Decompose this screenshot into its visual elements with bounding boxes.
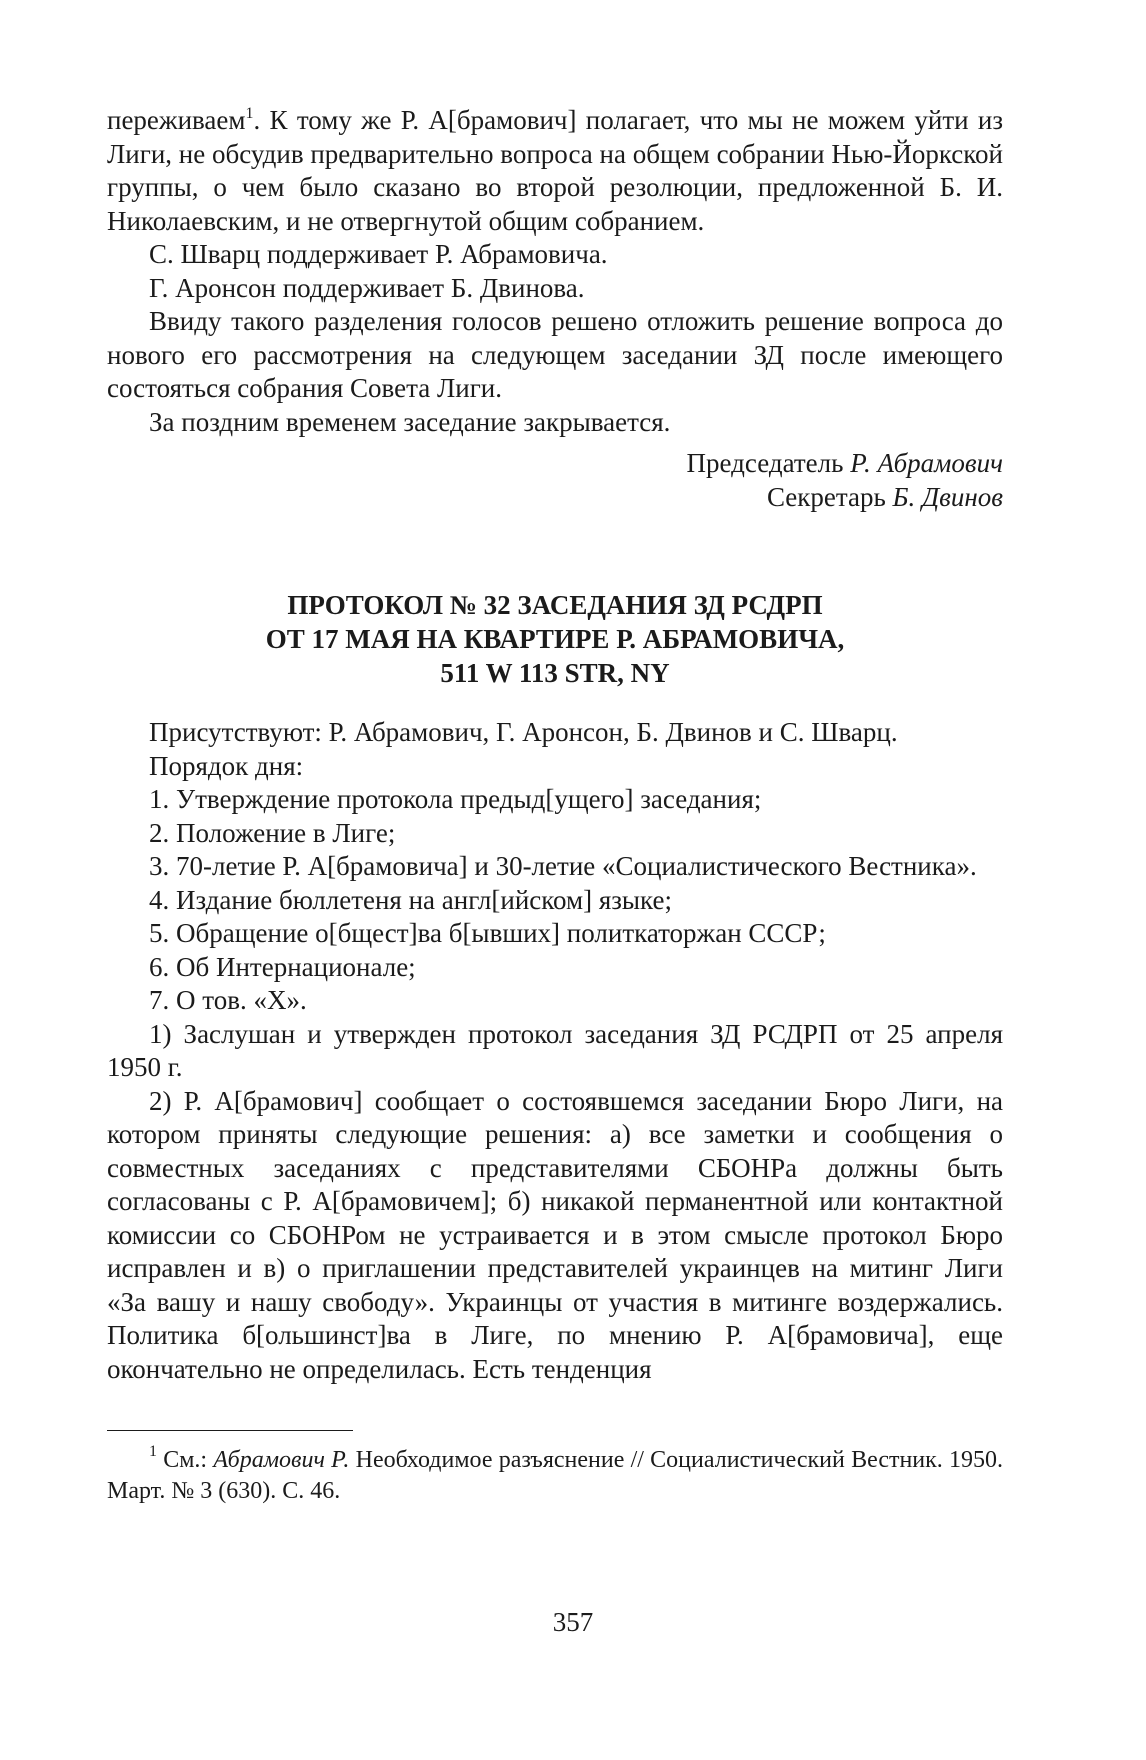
decision-item-2: 2) Р. А[брамович] сообщает о состоявшемся заседании Бюро Лиги, на котором приняты следующие решения: а) все заметки и сообщения о совместных заседаниях с представителями СБОНРа должны быть согласованы с Р. А[брамовичем]; б) никакой перманентной или контактной комиссии со СБОНРом не устраивается и в этом смысле протокол Бюро исправлен и в) о приглашении представителей украинцев на митинг Лиги «За вашу и нашу свободу». Украинцы от участия в митинге воздержались. Политика б[ольшинст]ва в Лиге, по мнению Р. А[брамовича], еще окончательно не определилась. Есть тенденция — [107, 1085, 1003, 1384]
footnote — [107, 1445, 1003, 1507]
heading-line-3: 511 W 113 STR, NY — [440, 658, 670, 688]
chair-role: Председатель — [686, 448, 844, 478]
signature-secretary — [107, 481, 1003, 515]
heading-line-2: ОТ 17 МАЯ НА КВАРТИРЕ Р. АБРАМОВИЧА, — [265, 624, 845, 654]
agenda-item: 1. Утверждение протокола предыд[ущего] заседания; — [149, 784, 762, 814]
protocol-body — [107, 716, 1003, 1386]
footnote-marker: 1 — [149, 1443, 157, 1460]
decision-item-1: 1) Заслушан и утвержден протокол заседания ЗД РСДРП от 25 апреля 1950 г. — [107, 1018, 1003, 1082]
secretary-name: Б. Двинов — [892, 481, 1003, 512]
paragraph-schwarz: С. Шварц поддерживает Р. Абрамовича. — [149, 239, 608, 269]
agenda-item: 5. Обращение о[бщест]ва б[ывших] политкаторжан СССР; — [149, 918, 826, 948]
continuation-text-end: . К тому же Р. А[брамович] полагает, что мы не можем уйти из Лиги, не обсудив предварительно вопроса на общем собрании Нью-Йоркской группы, о чем было сказано во второй резолюции, предложенной Б. И. Николаевским, и не отвергнутой общим собранием. — [107, 105, 1003, 236]
footnote-prefix: См.: — [163, 1447, 208, 1473]
continuation-paragraph — [107, 104, 1003, 238]
agenda-item: 4. Издание бюллетеня на англ[ийском] языке; — [149, 884, 672, 915]
agenda-item: 3. 70-летие Р. А[брамовича] и 30-летие «Социалистического Вестника». — [149, 851, 977, 881]
signature-block — [107, 447, 1003, 514]
footnote-divider — [107, 1430, 353, 1431]
agenda-label: Порядок дня: — [149, 750, 304, 781]
footnote-author: Абрамович Р. — [213, 1447, 350, 1473]
footnote-citation: Необходимое разъяснение // Социалистический Вестник. 1950. Март. № 3 (630). С. 46. — [107, 1447, 1004, 1504]
paragraph-closing: За поздним временем заседание закрывается. — [149, 406, 671, 437]
continuation-text-start: переживаем — [107, 105, 246, 135]
agenda-item: 7. О тов. «Х». — [149, 985, 307, 1015]
footnote-reference[interactable]: 1 — [245, 105, 254, 122]
agenda-item: 6. Об Интернационале; — [149, 951, 416, 982]
heading-line-1: ПРОТОКОЛ № 32 ЗАСЕДАНИЯ ЗД РСДРП — [287, 590, 823, 620]
attendees: Присутствуют: Р. Абрамович, Г. Аронсон, Б. Двинов и С. Шварц. — [149, 717, 898, 747]
signature-chair — [107, 447, 1003, 481]
chair-name: Р. Абрамович — [850, 448, 1003, 478]
page-number: 357 — [552, 1607, 594, 1637]
secretary-role: Секретарь — [766, 481, 886, 512]
agenda-item: 2. Положение в Лиге; — [149, 817, 396, 848]
footnote-text — [107, 1445, 1003, 1507]
paragraph-division: Ввиду такого разделения голосов решено отложить решение вопроса до нового его рассмотрения на следующем заседании ЗД после имеющего состояться собрания Совета Лиги. — [107, 306, 1003, 403]
page-body — [107, 104, 1003, 1507]
protocol-heading — [107, 588, 1003, 690]
paragraph-aronson: Г. Аронсон поддерживает Б. Двинова. — [149, 272, 585, 303]
